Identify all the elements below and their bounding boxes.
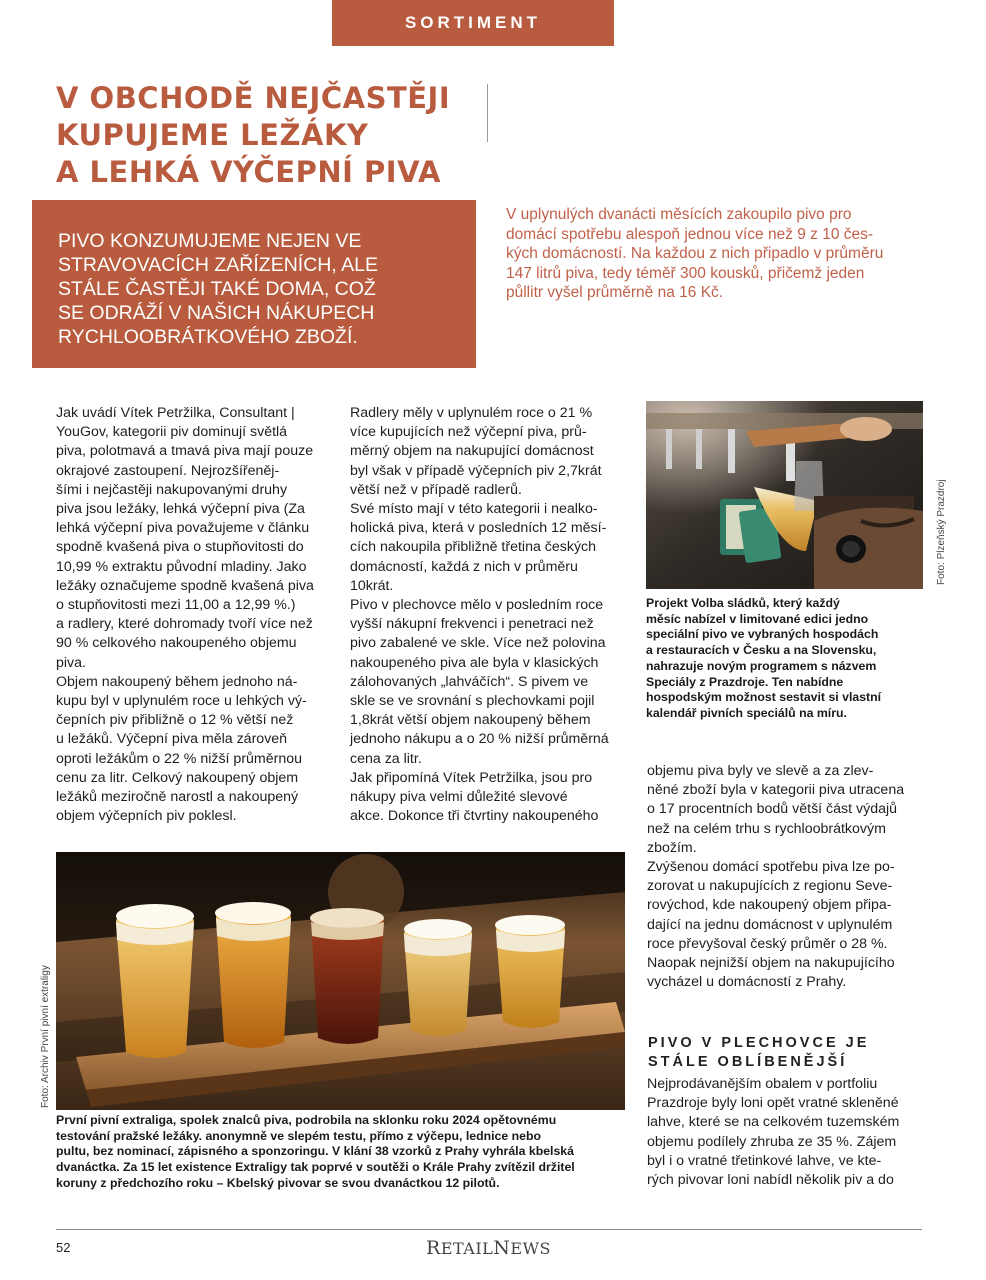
body-line: více kupujících než výčepní piva, prů- — [350, 424, 587, 441]
subheading-line: STÁLE OBLÍBENĚJŠÍ — [648, 1054, 848, 1070]
lead-line: RYCHLOOBRÁTKOVÉHO ZBOŽÍ. — [58, 326, 358, 348]
body-line: měrný objem na nakupující domácnost — [350, 443, 594, 460]
photo-credit: Foto: Archiv První pivní extraligy — [40, 965, 51, 1108]
body-line: čepních piv přibližně o 12 % větší než — [56, 712, 294, 729]
body-line: Jak uvádí Vítek Petržilka, Consultant | — [56, 405, 295, 421]
caption-line: pultu, bez nominací, zápisného a sponzoringu. V klání 38 vzorků z Prahy vyhrála kbelská — [56, 1144, 574, 1159]
caption-line: měsíc nabízel v limitované edici jedno — [646, 611, 869, 626]
caption-line: dvanáctka. Za 15 let existence Extraligy tak poprvé v soutěži o Krále Prahy zvítězil držitel — [56, 1160, 575, 1175]
section-label: SORTIMENT — [404, 13, 542, 32]
body-line: okrajové zastoupení. Nejrozšířeněj- — [56, 462, 280, 479]
vertical-divider — [487, 84, 488, 142]
body-line: 10krát. — [350, 577, 394, 594]
lead-line: STRAVOVACÍCH ZAŘÍZENÍCH, ALE — [58, 254, 378, 276]
body-line: cenu za litr. Celkový nakoupený objem — [56, 769, 299, 786]
body-line: dající na jednu domácnost v uplynulém — [647, 916, 893, 933]
body-line: 90 % celkového nakoupeného objemu — [56, 635, 297, 652]
body-column-3-top — [647, 762, 927, 992]
body-line: cích nakoupila přibližně třetina českých — [350, 539, 597, 556]
body-line: piva jsou ležáky, lehká výčepní piva (Za — [56, 501, 305, 518]
body-line: 1,8krát větší objem nakoupený během — [350, 712, 591, 729]
body-line: Prazdroje byly loni opět vratné skleněné — [647, 1095, 899, 1112]
lead-line: STÁLE ČASTĚJI TAKÉ DOMA, COŽ — [58, 278, 376, 300]
glass-5 — [495, 915, 565, 1028]
body-line: vycházel u domácností z Prahy. — [647, 974, 847, 991]
article-headline — [56, 80, 486, 191]
caption-line: speciální pivo ve vybraných hospodách — [646, 627, 879, 642]
headline-line: V OBCHODĚ NEJČASTĚJI — [56, 81, 451, 115]
photo-caption — [646, 596, 936, 722]
body-line: objemu podílely zhruba ze 35 %. Zájem — [647, 1133, 897, 1150]
body-column-3-bottom — [647, 1075, 927, 1190]
subheading — [648, 1034, 928, 1072]
body-line: Zvýšenou domácí spotřebu piva lze po- — [647, 859, 895, 876]
beer-tap-illustration — [646, 401, 923, 589]
body-line: lahve, které se na celkovém tuzemském — [647, 1114, 900, 1131]
body-line: zálohovaných „lahváčích“. S pivem ve — [350, 673, 589, 690]
intro-line: půllitr vyšel průměrně na 16 Kč. — [506, 284, 724, 301]
body-line: holická piva, která v posledních 12 měsí- — [350, 520, 607, 537]
photo-credit: Foto: Plzeňský Prazdroj — [936, 479, 947, 585]
body-line: Své místo mají v této kategorii i nealko- — [350, 501, 598, 518]
body-line: ležáky označujeme spodně kvašená piva — [56, 577, 314, 594]
body-line: byl však v případě výčepních piv 2,7krát — [350, 462, 602, 479]
body-line: Objem nakoupený během jednoho ná- — [56, 673, 298, 690]
lead-line: SE ODRÁŽÍ V NAŠICH NÁKUPECH — [58, 302, 375, 324]
body-line: lehká výčepní piva považujeme v článku — [56, 520, 310, 537]
body-line: cena za litr. — [350, 750, 422, 767]
body-line: ležáků meziročně narostl a nakoupený — [56, 789, 299, 806]
page-number: 52 — [56, 1240, 71, 1255]
body-line: o stupňovitosti mezi 11,00 a 12,99 %.) — [56, 597, 296, 614]
body-line: skle se ve srovnání s plechovkami pojil — [350, 693, 595, 710]
intro-paragraph — [506, 205, 926, 303]
glass-3 — [310, 908, 384, 1044]
body-line: roce převyšoval český průměr o 28 %. — [647, 935, 888, 952]
body-line: vyšší nákupní frekvenci i penetraci než — [350, 616, 594, 633]
body-line: YouGov, kategorii piv dominují světlá — [56, 424, 288, 441]
caption-line: Projekt Volba sládků, který každý — [646, 596, 840, 610]
caption-line: První pivní extraliga, spolek znalců piva, podrobila na sklonku roku 2024 opětovnému — [56, 1113, 557, 1127]
body-line: než na celém trhu s rychloobrátkovým — [647, 820, 886, 837]
body-line: kupu byl v uplynulém roce u lehkých vý- — [56, 693, 307, 710]
body-line: pivo zabalené ve skle. Více než polovina — [350, 635, 606, 652]
body-line: zbožím. — [647, 839, 697, 856]
body-line: Nejprodávanějším obalem v portfoliu — [647, 1076, 878, 1092]
body-line: objem výčepních piv poklesl. — [56, 808, 237, 825]
intro-line: 147 litrů piva, tedy téměř 300 kousků, přičemž jeden — [506, 264, 865, 282]
section-tab — [332, 0, 614, 46]
caption-line: kalendář pivních speciálů na míru. — [646, 705, 847, 720]
body-line: Pivo v plechovce mělo v posledním roce — [350, 597, 604, 614]
body-line: objemu piva byly ve slevě a za zlev- — [647, 763, 874, 779]
glass-2 — [215, 902, 291, 1048]
caption-line: Speciály z Prazdroje. Ten nabídne — [646, 674, 844, 689]
body-line: Radlery měly v uplynulém roce o 21 % — [350, 405, 593, 421]
body-line: zorovat u nakupujících z regionu Seve- — [647, 878, 893, 895]
body-column-2 — [350, 404, 634, 826]
intro-line: kých domácností. Na každou z nich připadlo v průměru — [506, 245, 884, 262]
publication-logo: RETAILNEWS — [426, 1237, 552, 1259]
headline-line: KUPUJEME LEŽÁKY — [56, 118, 369, 152]
body-line: domácností, každá z nich v průměru — [350, 558, 578, 575]
lead-box — [32, 200, 476, 368]
photo-caption — [56, 1113, 636, 1192]
footer-divider — [56, 1229, 922, 1230]
headline-line: A LEHKÁ VÝČEPNÍ PIVA — [56, 155, 441, 189]
intro-line: V uplynulých dvanácti měsících zakoupilo pivo pro — [506, 206, 852, 223]
lead-line: PIVO KONZUMUJEME NEJEN VE — [58, 230, 362, 252]
caption-line: a restauracích v Česku a na Slovensku, — [646, 643, 877, 658]
body-line: rovýchod, kde nakoupený objem připa- — [647, 897, 892, 914]
beer-tap-photo — [646, 401, 923, 589]
body-line: Naopak nejnižší objem na nakupujícího — [647, 955, 895, 972]
body-line: o 17 procentních bodů větší část výdajů — [647, 801, 898, 818]
body-line: něné zboží byla v kategorii piva utracena — [647, 782, 905, 799]
body-line: piva, polotmavá a tmavá piva mají pouze — [56, 443, 314, 460]
body-line: piva. — [56, 654, 86, 671]
body-line: nakoupeného piva ale byla v klasických — [350, 654, 599, 671]
body-line: akce. Dokonce tři čtvrtiny nakoupeného — [350, 808, 599, 825]
glass-4 — [404, 919, 472, 1036]
body-line: jednoho nákupu a o 20 % nižší průměrná — [350, 731, 609, 748]
beer-flight-photo — [56, 852, 625, 1110]
body-line: byl i o vratné třetinkové lahve, ve kte- — [647, 1152, 882, 1169]
subheading-line: PIVO V PLECHOVCE JE — [648, 1035, 870, 1051]
caption-line: hospodským možnost sestavit si vlastní — [646, 690, 882, 705]
body-line: Jak připomíná Vítek Petržilka, jsou pro — [350, 769, 593, 786]
body-column-1 — [56, 404, 336, 826]
body-line: šími i nejčastěji nakupovanými druhy — [56, 481, 288, 498]
body-line: 10,99 % extraktu původní mladiny. Jako — [56, 558, 307, 575]
body-line: nákupy piva velmi důležité slevové — [350, 789, 568, 806]
body-line: u ležáků. Výčepní piva měla zároveň — [56, 731, 288, 748]
body-line: oproti ležákům o 22 % nižší průměrnou — [56, 750, 303, 767]
body-line: větší než v případě radlerů. — [350, 481, 522, 498]
glass-1 — [116, 904, 194, 1058]
body-line: a radlery, které dohromady tvoří více než — [56, 616, 313, 633]
body-line: spodně kvašená piva o stupňovitosti do — [56, 539, 304, 556]
intro-line: domácí spotřebu alespoň jednou více než 9 z 10 čes- — [506, 225, 874, 243]
caption-line: koruny z předchozího roku – Kbelský pivovar se svou dvanáctkou 12 pilotů. — [56, 1175, 500, 1190]
beer-flight-illustration — [56, 852, 625, 1110]
caption-line: nahrazuje novým programem s názvem — [646, 658, 877, 673]
body-line: rých pivovar loni nabídl několik piv a do — [647, 1172, 894, 1189]
caption-line: testování pražské ležáky. anonymně ve slepém testu, přímo z výčepu, lednice nebo — [56, 1128, 541, 1143]
